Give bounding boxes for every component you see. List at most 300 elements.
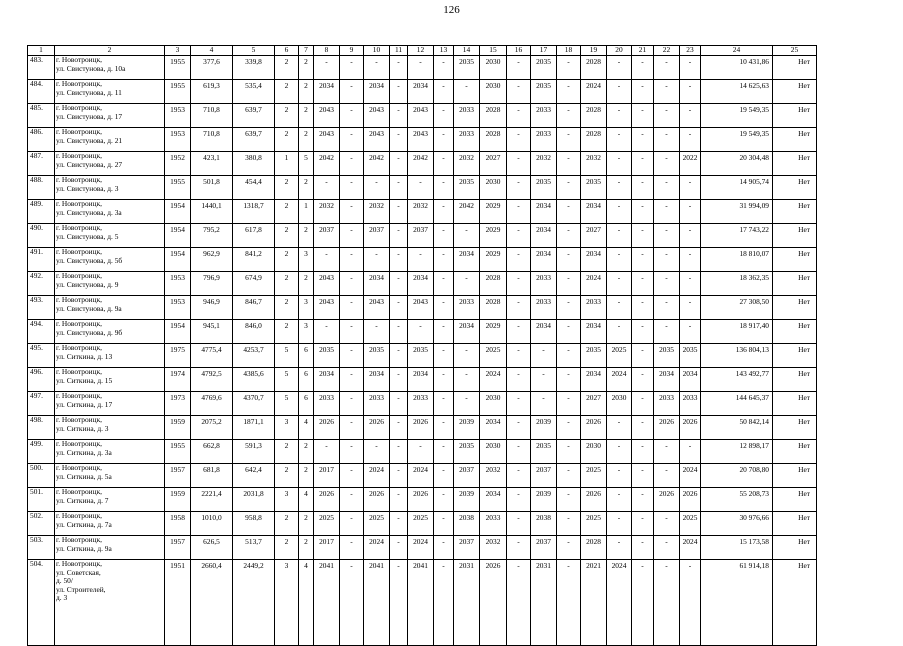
value-cell: 619,3 [191,80,233,104]
value-cell: 2 [275,200,299,224]
address-cell [55,200,165,224]
value-cell: - [607,488,632,512]
address-line: г. Новотроицк, [56,343,103,352]
value-cell: 2042 [314,152,340,176]
value-cell: - [434,320,454,344]
value-cell: 2 [275,320,299,344]
value-cell: - [632,320,654,344]
value-cell: - [390,104,408,128]
table-row [28,368,817,392]
address-line: д. 3 [56,593,68,603]
value-cell: - [434,296,454,320]
address-line: г. Новотроицк, [56,415,103,424]
value-cell: 2035 [408,344,434,368]
value-cell: 2025 [364,512,390,536]
value-cell: - [654,224,680,248]
value-cell: - [434,248,454,272]
value-cell: - [408,440,434,464]
address-line: г. Новотроицк, [56,55,103,64]
value-cell: 2038 [454,512,480,536]
value-cell: 2041 [314,560,340,646]
value-cell: 2028 [581,128,607,152]
value-cell: - [607,320,632,344]
value-cell: 2 [275,128,299,152]
address-cell [55,440,165,464]
value-cell: 2017 [314,464,340,488]
value-cell: 3 [299,248,314,272]
value-cell: 2024 [364,536,390,560]
value-cell: - [434,272,454,296]
address-line: ул. Свистунова, д. 17 [56,111,123,121]
row-number: 486. [28,128,55,152]
value-cell: 2043 [408,296,434,320]
table-row [28,536,817,560]
value-cell: 2032 [480,464,507,488]
value-cell: - [454,344,480,368]
value-cell: 946,9 [191,296,233,320]
value-cell: - [607,416,632,440]
value-cell: 1952 [165,152,191,176]
value-cell: - [340,344,364,368]
value-cell: 2026 [654,416,680,440]
address-line: г. Новотроицк, [56,151,103,160]
value-cell: - [390,296,408,320]
value-cell: - [632,464,654,488]
cost-cell: 15 173,58 [701,536,773,560]
value-cell: - [434,560,454,646]
value-cell: 846,7 [233,296,275,320]
value-cell: 2033 [531,128,557,152]
value-cell: - [340,512,364,536]
value-cell: - [507,368,531,392]
column-header: 11 [390,46,408,56]
address-line: ул. Ситкина, д. 9а [56,543,112,553]
value-cell: 591,3 [233,440,275,464]
value-cell: - [557,344,581,368]
value-cell: - [507,512,531,536]
value-cell: - [680,440,701,464]
page-number: 126 [443,4,460,16]
value-cell: - [390,536,408,560]
value-cell: 2024 [680,536,701,560]
value-cell: 2024 [364,464,390,488]
value-cell: 2035 [680,344,701,368]
address-line: г. Новотроицк, [56,79,103,88]
address-line: ул. Ситкина, д. 7а [56,519,112,529]
value-cell: 2034 [581,368,607,392]
value-cell: 796,9 [191,272,233,296]
address-line: ул. Свистунова, д. 9 [56,279,119,289]
value-cell: 2 [299,440,314,464]
address-cell [55,416,165,440]
value-cell: - [607,536,632,560]
value-cell: 2037 [531,536,557,560]
address-line: ул. Ситкина, д. 3 [56,423,109,433]
value-cell: 1973 [165,392,191,416]
value-cell: 2030 [607,392,632,416]
value-cell: 2029 [480,200,507,224]
value-cell: 454,4 [233,176,275,200]
value-cell: 1951 [165,560,191,646]
value-cell: 2035 [531,80,557,104]
value-cell: - [340,560,364,646]
value-cell: - [390,464,408,488]
value-cell: 2034 [364,272,390,296]
address-line: ул. Свистунова, д. 3 [56,183,119,193]
header-row [28,46,817,56]
value-cell: - [557,560,581,646]
value-cell: - [340,296,364,320]
column-header: 25 [773,46,817,56]
value-cell: 2043 [314,272,340,296]
row-number: 483. [28,56,55,80]
value-cell: 2029 [480,320,507,344]
column-header: 3 [165,46,191,56]
value-cell: 617,8 [233,224,275,248]
value-cell: - [654,320,680,344]
value-cell: 2043 [364,128,390,152]
cost-cell: 12 898,17 [701,440,773,464]
value-cell: 2024 [607,368,632,392]
value-cell: 2024 [607,560,632,646]
table-row [28,248,817,272]
column-header: 24 [701,46,773,56]
value-cell: 2 [299,224,314,248]
row-number: 490. [28,224,55,248]
value-cell: - [340,176,364,200]
value-cell: 2035 [454,176,480,200]
address-line: ул. Свистунова, д. 5б [56,255,123,265]
value-cell: 2024 [480,368,507,392]
value-cell: 2 [275,464,299,488]
value-cell: - [390,224,408,248]
value-cell: 2027 [581,392,607,416]
value-cell: 2031 [454,560,480,646]
value-cell: 2034 [654,368,680,392]
value-cell: - [434,80,454,104]
value-cell: - [340,80,364,104]
value-cell: - [390,176,408,200]
value-cell: 2043 [364,296,390,320]
value-cell: 846,0 [233,320,275,344]
status-cell: Нет [773,176,817,200]
address-line: ул. Свистунова, д. 3а [56,207,122,217]
table-row [28,296,817,320]
value-cell: - [632,128,654,152]
table-row [28,320,817,344]
value-cell: - [557,80,581,104]
value-cell: - [340,272,364,296]
value-cell: 2042 [408,152,434,176]
value-cell: - [632,536,654,560]
value-cell: 1953 [165,296,191,320]
value-cell: 2043 [364,104,390,128]
value-cell: 1957 [165,536,191,560]
value-cell: 2025 [581,512,607,536]
value-cell: 2027 [581,224,607,248]
column-header: 1 [28,46,55,56]
value-cell: - [408,320,434,344]
value-cell: - [607,272,632,296]
value-cell: - [390,128,408,152]
column-header: 13 [434,46,454,56]
address-line: г. Новотроицк, [56,247,103,256]
status-cell: Нет [773,368,817,392]
status-cell: Нет [773,224,817,248]
value-cell: 2024 [408,536,434,560]
value-cell: - [314,440,340,464]
value-cell: - [507,128,531,152]
value-cell: 6 [299,368,314,392]
status-cell: Нет [773,128,817,152]
value-cell: - [680,128,701,152]
value-cell: 2660,4 [191,560,233,646]
value-cell: 2030 [581,440,607,464]
value-cell: 6 [299,392,314,416]
value-cell: - [507,392,531,416]
value-cell: 2021 [581,560,607,646]
value-cell: - [390,416,408,440]
column-header: 22 [654,46,680,56]
value-cell: 1955 [165,56,191,80]
value-cell: - [364,440,390,464]
value-cell: - [680,560,701,646]
value-cell: - [364,248,390,272]
value-cell: 2034 [364,368,390,392]
address-line: ул. Ситкина, д. 15 [56,375,113,385]
value-cell: - [390,272,408,296]
value-cell: 674,9 [233,272,275,296]
column-header: 8 [314,46,340,56]
value-cell: 4 [299,488,314,512]
value-cell: 2034 [314,80,340,104]
address-cell [55,80,165,104]
value-cell: - [390,152,408,176]
value-cell: 962,9 [191,248,233,272]
address-line: г. Новотроицк, [56,487,103,496]
value-cell: - [454,80,480,104]
address-line: ул. Ситкина, д. 7 [56,495,109,505]
value-cell: 1974 [165,368,191,392]
table-row [28,80,817,104]
value-cell: - [557,152,581,176]
value-cell: 2 [275,440,299,464]
cost-cell: 14 625,63 [701,80,773,104]
value-cell: - [607,200,632,224]
value-cell: 2031,8 [233,488,275,512]
column-header: 5 [233,46,275,56]
value-cell: 2 [275,104,299,128]
value-cell: - [531,392,557,416]
column-header: 14 [454,46,480,56]
value-cell: 1975 [165,344,191,368]
table-row [28,200,817,224]
value-cell: - [654,152,680,176]
table-row [28,152,817,176]
value-cell: - [531,344,557,368]
address-line: г. Новотроицк, [56,271,103,280]
address-cell [55,560,165,646]
value-cell: - [340,104,364,128]
column-header: 19 [581,46,607,56]
value-cell: 1954 [165,200,191,224]
value-cell: 2026 [654,488,680,512]
value-cell: - [408,56,434,80]
value-cell: 2026 [581,488,607,512]
address-line: г. Новотроицк, [56,319,103,328]
value-cell: - [557,224,581,248]
value-cell: 2024 [408,464,434,488]
address-line: ул. Советская, [56,567,101,577]
row-number: 501. [28,488,55,512]
value-cell: 2 [275,296,299,320]
column-header: 17 [531,46,557,56]
value-cell: 4253,7 [233,344,275,368]
value-cell: 4769,6 [191,392,233,416]
value-cell: - [408,248,434,272]
address-line: г. Новотроицк, [56,127,103,136]
value-cell: - [340,224,364,248]
value-cell: - [434,56,454,80]
cost-cell: 144 645,37 [701,392,773,416]
value-cell: 2039 [454,488,480,512]
table-row [28,128,817,152]
value-cell: - [340,464,364,488]
value-cell: 3 [275,560,299,646]
cost-cell: 18 362,35 [701,272,773,296]
value-cell: 4385,6 [233,368,275,392]
value-cell: 2033 [408,392,434,416]
address-line: г. Новотроицк, [56,463,103,472]
value-cell: 2039 [531,488,557,512]
row-number: 484. [28,80,55,104]
value-cell: - [607,248,632,272]
value-cell: 4775,4 [191,344,233,368]
value-cell: - [434,176,454,200]
value-cell: - [434,488,454,512]
address-cell [55,248,165,272]
value-cell: - [390,344,408,368]
value-cell: - [390,80,408,104]
address-line: ул. Свистунова, д. 9а [56,303,122,313]
value-cell: - [632,368,654,392]
value-cell: - [340,536,364,560]
address-line: ул. Ситкина, д. 5а [56,471,112,481]
value-cell: 2038 [531,512,557,536]
value-cell: 2030 [480,80,507,104]
value-cell: - [680,104,701,128]
value-cell: 2035 [654,344,680,368]
value-cell: - [557,200,581,224]
table-row [28,488,817,512]
value-cell: 2035 [364,344,390,368]
value-cell: - [340,440,364,464]
cost-cell: 18 917,40 [701,320,773,344]
value-cell: - [607,80,632,104]
value-cell: - [632,80,654,104]
value-cell: 2026 [680,416,701,440]
value-cell: 1958 [165,512,191,536]
row-number: 496. [28,368,55,392]
value-cell: - [654,128,680,152]
value-cell: 2 [275,272,299,296]
address-cell [55,272,165,296]
value-cell: 2024 [581,80,607,104]
value-cell: 2 [275,536,299,560]
value-cell: 2034 [680,368,701,392]
value-cell: 2027 [480,152,507,176]
value-cell: 2034 [531,224,557,248]
value-cell: 2028 [480,296,507,320]
address-cell [55,152,165,176]
status-cell: Нет [773,416,817,440]
value-cell: - [632,104,654,128]
value-cell: - [557,536,581,560]
value-cell: 2043 [314,128,340,152]
value-cell: 1954 [165,320,191,344]
value-cell: - [507,152,531,176]
value-cell: - [680,320,701,344]
value-cell: - [557,128,581,152]
value-cell: - [557,176,581,200]
value-cell: 2037 [408,224,434,248]
value-cell: 2026 [314,488,340,512]
value-cell: 2043 [408,128,434,152]
value-cell: 2037 [364,224,390,248]
value-cell: 2030 [480,392,507,416]
value-cell: - [632,272,654,296]
row-number: 502. [28,512,55,536]
value-cell: - [340,248,364,272]
value-cell: 710,8 [191,128,233,152]
value-cell: - [680,224,701,248]
value-cell: 2029 [480,224,507,248]
value-cell: 2 [299,104,314,128]
address-cell [55,536,165,560]
value-cell: 2029 [480,248,507,272]
value-cell: - [507,344,531,368]
value-cell: 2030 [480,176,507,200]
value-cell: 639,7 [233,104,275,128]
value-cell: - [632,560,654,646]
value-cell: 662,8 [191,440,233,464]
value-cell: - [632,248,654,272]
value-cell: 2035 [581,344,607,368]
value-cell: - [632,392,654,416]
value-cell: 2034 [454,248,480,272]
value-cell: 2026 [314,416,340,440]
value-cell: 3 [275,416,299,440]
value-cell: - [680,272,701,296]
address-line: ул. Свистунова, д. 27 [56,159,123,169]
table-row [28,176,817,200]
value-cell: - [654,560,680,646]
value-cell: 2034 [364,80,390,104]
value-cell: 2 [275,80,299,104]
value-cell: - [654,176,680,200]
value-cell: 2039 [531,416,557,440]
value-cell: - [607,512,632,536]
value-cell: 2037 [314,224,340,248]
address-line: ул. Свистунова, д. 21 [56,135,123,145]
row-number: 499. [28,440,55,464]
value-cell: 2043 [314,104,340,128]
value-cell: 2026 [364,488,390,512]
value-cell: 2 [275,224,299,248]
value-cell: - [680,296,701,320]
value-cell: 2026 [408,416,434,440]
value-cell: - [507,440,531,464]
